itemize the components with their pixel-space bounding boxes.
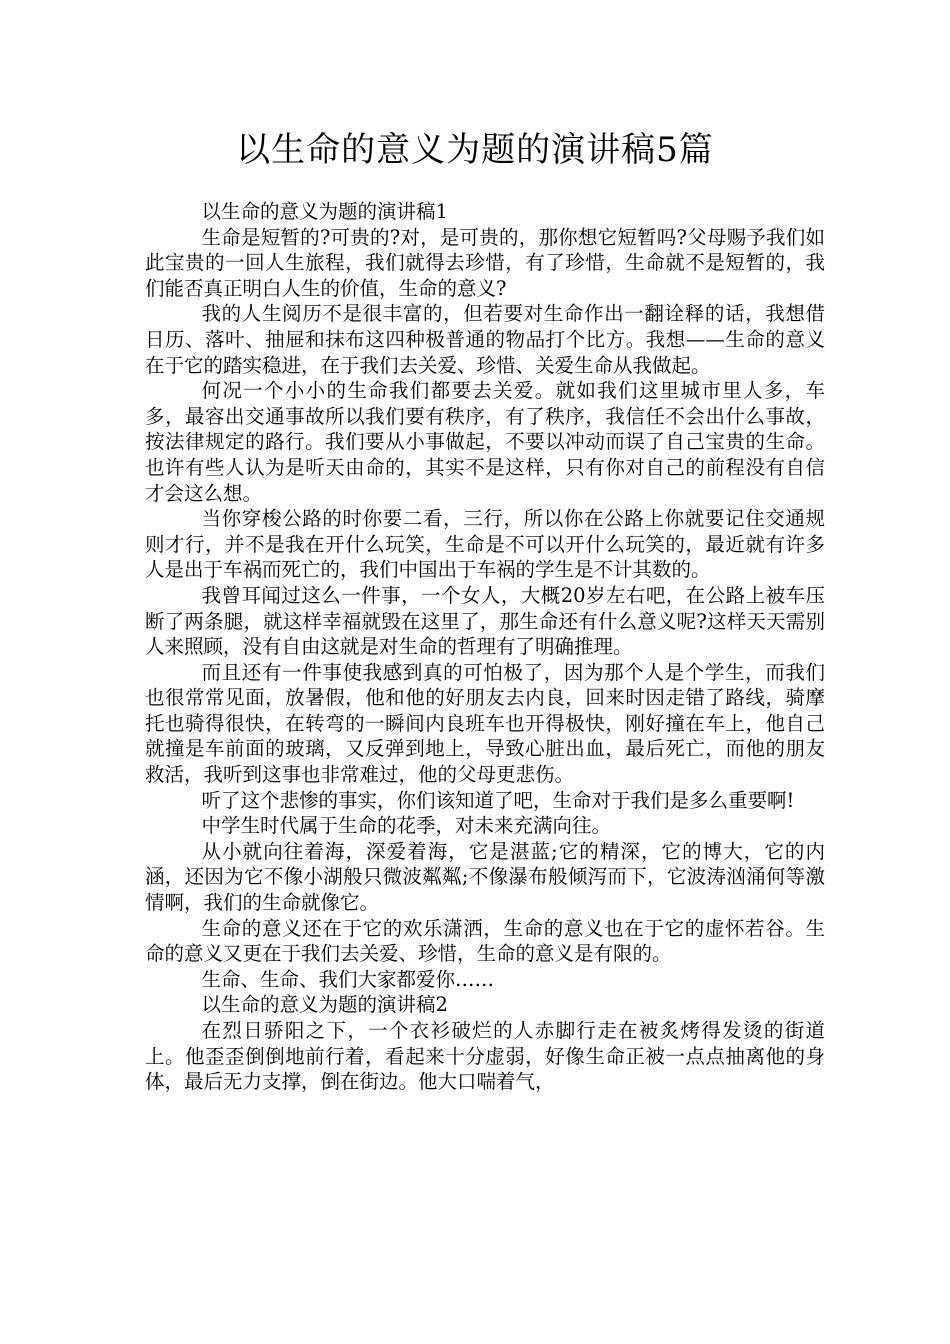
body-paragraph: 何况一个小小的生命我们都要去关爱。就如我们这里城市里人多，车多，最容出交通事故所以我们要有秩序，有了秩序，我信任不会出什么事故，按法律规定的路行。我们要从小事做起，不要以冲动而误了自己宝贵的生命。也许有些人认为是听天由命的，其实不是这样，只有你对自己的前程没有自信才会这么想。 xyxy=(145,379,825,505)
body-paragraph: 我曾耳闻过这么一件事，一个女人，大概20岁左右吧，在公路上被车压断了两条腿，就这样幸福就毁在这里了，那生命还有什么意义呢?这样天天需别人来照顾，没有自由这就是对生命的哲理有了明确推理。 xyxy=(145,583,825,659)
body-paragraph: 从小就向往着海，深爱着海，它是湛蓝;它的精深，它的博大，它的内涵，还因为它不像小湖般只微波粼粼;不像瀑布般倾泻而下，它波涛汹涌何等激情啊，我们的生命就像它。 xyxy=(145,839,825,915)
body-paragraph: 生命、生命、我们大家都爱你…… xyxy=(201,967,495,991)
section-heading: 以生命的意义为题的演讲稿1 xyxy=(201,200,448,223)
body-paragraph: 在烈日骄阳之下，一个衣衫破烂的人赤脚行走在被炙烤得发烫的街道上。他歪歪倒倒地前行着，看起来十分虚弱，好像生命正被一点点抽离他的身体，最后无力支撑，倒在街边。他大口喘着气， xyxy=(145,1019,825,1094)
body-paragraph: 当你穿梭公路的时你要二看，三行，所以你在公路上你就要记住交通规则才行，并不是我在开什么玩笑，生命是不可以开什么玩笑的，最近就有许多人是出于车祸而死亡的，我们中国出于车祸的学生是不计其数的。 xyxy=(145,507,825,582)
section-heading: 以生命的意义为题的演讲稿2 xyxy=(201,993,448,1017)
document-title: 以生命的意义为题的演讲稿5篇 xyxy=(236,130,714,170)
body-paragraph: 中学生时代属于生命的花季，对未来充满向往。 xyxy=(201,814,612,838)
body-paragraph: 生命的意义还在于它的欢乐潇洒，生命的意义也在于它的虚怀若谷。生命的意义又更在于我们去关爱、珍惜，生命的意义是有限的。 xyxy=(145,916,825,966)
body-paragraph: 生命是短暂的?可贵的?对，是可贵的，那你想它短暂吗?父母赐予我们如此宝贵的一回人生旅程，我们就得去珍惜，有了珍惜，生命就不是短暂的，我们能否真正明白人生的价值，生命的意义? xyxy=(145,225,825,300)
body-paragraph: 而且还有一件事使我感到真的可怕极了，因为那个人是个学生，而我们也很常常见面，放暑假，他和他的好朋友去内良，回来时因走错了路线，骑摩托也骑得很快，在转弯的一瞬间内良班车也开得极快，刚好撞在车上，他自己就撞是车前面的玻璃，又反弹到地上，导致心脏出血，最后死亡，而他的朋友救活，我听到这事也非常难过，他的父母更悲伤。 xyxy=(145,660,825,787)
body-paragraph: 我的人生阅历不是很丰富的，但若要对生命作出一翻诠释的话，我想借日历、落叶、抽屉和抹布这四种极普通的物品打个比方。我想——生命的意义在于它的踏实稳进，在于我们去关爱、珍惜、关爱生命从我做起。 xyxy=(145,302,825,377)
document-body xyxy=(145,199,825,1095)
body-paragraph: 听了这个悲惨的事实，你们该知道了吧，生命对于我们是多么重要啊! xyxy=(201,788,795,812)
